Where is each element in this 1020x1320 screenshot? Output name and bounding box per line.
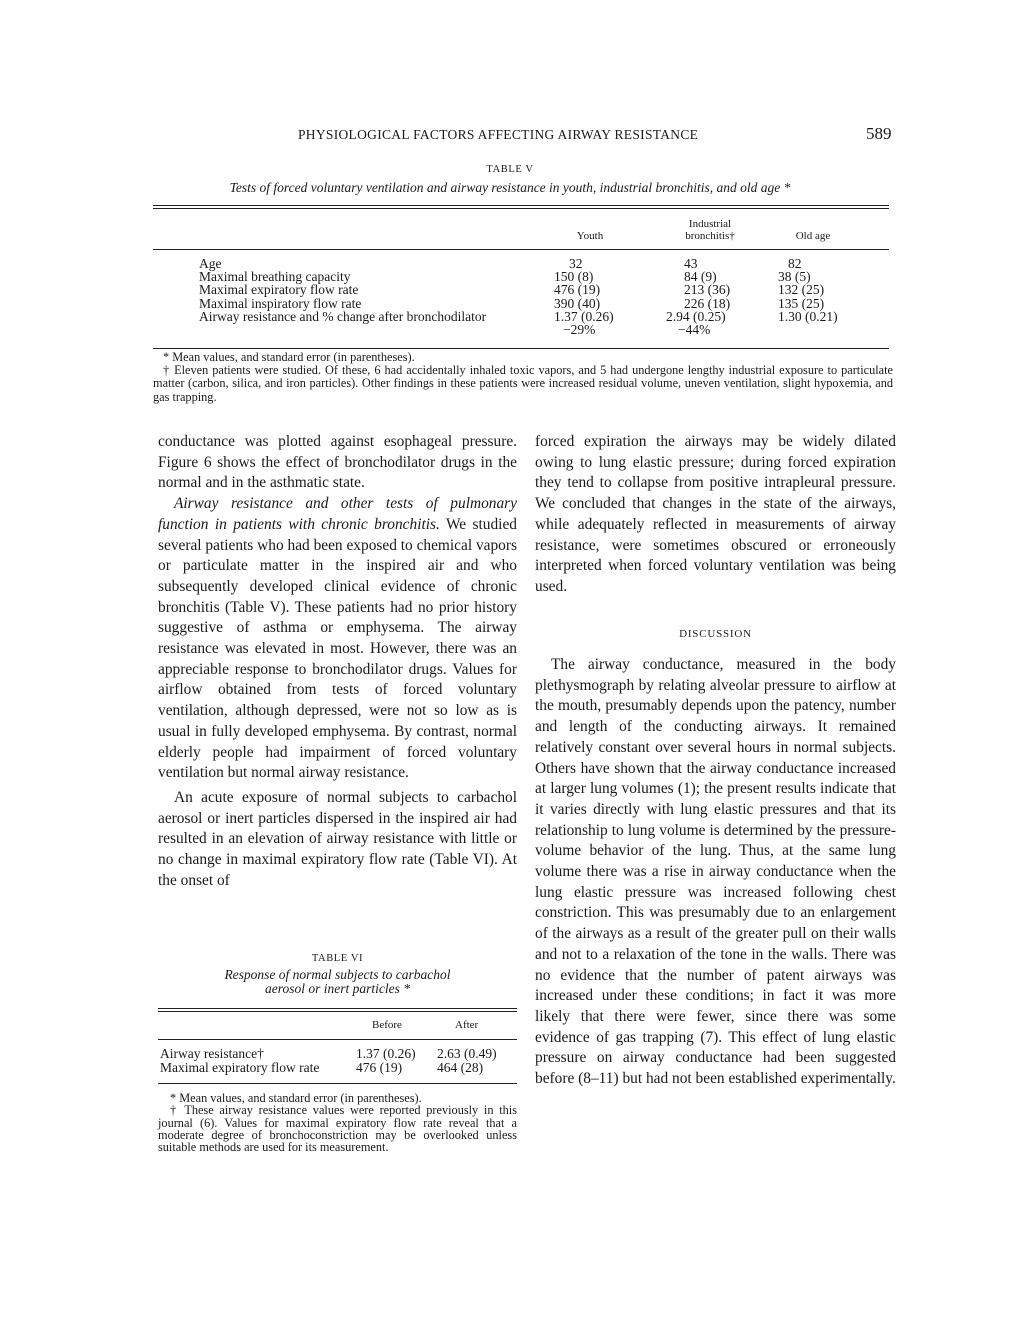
table5-cell: 82: [788, 256, 802, 271]
table5-cell: −44%: [678, 322, 711, 338]
table6-caption-line1: Response of normal subjects to carbachol: [224, 967, 451, 982]
paragraph-text: We studied several patients who had been exposed to chemical vapors or particulate matter in the inspired air and who subsequently developed clinical evidence of chronic bronchitis (Table V). These patients had no prior history suggestive of asthma or emphysema. The airway resistance was elevated in most. However, there was an appreciable response to bronchodilator drugs. Values for airflow obtained from tests of forced voluntary ventilation, although depressed, were not so low as is usual in fully developed emphysema. By contrast, normal elderly people had impairment of forced voluntary ventilation but normal airway resistance.: [158, 515, 517, 782]
table5-col-old-age: Old age: [795, 230, 831, 242]
table5-top-rule: [153, 205, 889, 206]
table5-cell: −29%: [563, 322, 596, 338]
table5-cell: 390 (40): [554, 295, 601, 311]
table5-cell: 1.37 (0.26): [554, 308, 614, 324]
table5-cell: 476 (19): [554, 282, 601, 298]
table5-caption: Tests of forced voluntary ventilation and airway resistance in youth, industrial bronchitis, and old age *: [229, 180, 791, 195]
table5-row-label: Maximal expiratory flow rate: [199, 282, 359, 298]
paragraph: conductance was plotted against esophageal pressure. Figure 6 shows the effect of bronchodilator drugs in the normal and in the asthmatic state.: [158, 433, 517, 492]
paragraph: [158, 494, 517, 784]
table6-label: TABLE VI: [311, 953, 364, 964]
table6-after-values: [437, 1047, 497, 1075]
table5-cell: 213 (36): [684, 282, 731, 298]
running-head: PHYSIOLOGICAL FACTORS AFFECTING AIRWAY RESISTANCE: [298, 127, 699, 142]
table6-row-labels: [160, 1047, 319, 1075]
paragraph: An acute exposure of normal subjects to carbachol aerosol or inert particles dispersed in the inspired air had resulted in an elevation of airway resistance with little or no change in maximal expiratory flow rate (Table VI). At the onset of: [158, 788, 517, 889]
table5-cell: 43: [684, 256, 698, 271]
table6-top-rule-2: [158, 1011, 517, 1012]
table5-footnote: † Eleven patients were studied. Of these, 6 had accidentally inhaled toxic vapors, and 5 had undergone lengthy industrial exposure to particulate matter (carbon, silica, and iron particles). Other findings in these patients were increased residual volume, uneven ventilation, slight hypoxemia, and gas trapping.: [153, 363, 893, 404]
table5-footnote: * Mean values, and standard error (in parentheses).: [163, 350, 415, 364]
right-column-top: [535, 432, 896, 598]
table5-col-industrial-line1: Industrial: [688, 218, 732, 230]
table6-header-rule: [158, 1039, 517, 1040]
table6-cell: 1.37 (0.26): [356, 1046, 416, 1061]
table5-col-industrial: [665, 218, 755, 242]
table5-cell: 135 (25): [778, 295, 825, 311]
table6-top-rule: [158, 1008, 517, 1009]
table5-row-labels: [199, 257, 486, 323]
table5-row-label: Maximal inspiratory flow rate: [199, 295, 362, 311]
table6-bottom-rule: [158, 1083, 517, 1084]
table6-cell: 476 (19): [356, 1060, 403, 1075]
table5-cell: 2.94 (0.25): [666, 308, 726, 324]
table5-row-label: Age: [199, 256, 222, 271]
table5-bottom-rule: [153, 348, 889, 349]
table5-industrial-values: [666, 257, 730, 336]
table6-col-after: After: [455, 1019, 479, 1031]
paragraph: forced expiration the airways may be widely dilated owing to lung elastic pressure; during forced expiration they tend to collapse from positive intrapleural pressure. We concluded that changes in the state of the airways, while adequately reflected in measurements of airway resistance, were sometimes obscured or erroneously interpreted when forced voluntary ventilation was being used.: [535, 433, 896, 595]
section-heading: Airway resistance and other tests of pulmonary function in patients with chronic bronchitis.: [158, 495, 517, 533]
table5-cell: 38 (5): [778, 269, 811, 285]
page-number: 589: [866, 124, 892, 143]
table6-before-values: [356, 1047, 416, 1075]
table6-footnotes: [158, 1092, 517, 1153]
table5-old-age-values: [778, 257, 838, 323]
table5-cell: 132 (25): [778, 282, 825, 298]
table6-caption-line2: aerosol or inert particles *: [265, 981, 410, 996]
table6-row-label: Airway resistance†: [160, 1046, 264, 1061]
table6-col-before: Before: [372, 1019, 402, 1031]
table5-row-label: Maximal breathing capacity: [199, 269, 351, 285]
table5-label: TABLE V: [486, 164, 534, 175]
table5-footnotes: [153, 351, 893, 404]
table6-cell: 464 (28): [437, 1060, 484, 1075]
table6-footnote: * Mean values, and standard error (in parentheses).: [170, 1091, 422, 1105]
table5-row-label: Airway resistance and % change after bronchodilator: [199, 308, 487, 324]
table5-cell: 150 (8): [554, 269, 594, 285]
left-column: [158, 432, 517, 891]
table5-top-rule-2: [153, 208, 889, 209]
table5-youth-values: [554, 257, 614, 336]
table5-header-rule: [153, 249, 889, 250]
table5-cell: 84 (9): [684, 269, 717, 285]
right-column-discussion: [535, 655, 896, 1090]
table6-caption: [158, 968, 517, 996]
table6-cell: 2.63 (0.49): [437, 1046, 497, 1061]
table5-cell: 226 (18): [684, 295, 731, 311]
paragraph: The airway conductance, measured in the body plethysmograph by relating alveolar pressure to airflow at the mouth, presumably depends upon the patency, number and length of the conducting airways. It remained relatively constant over several hours in normal subjects. Others have shown that the airway conductance increased at larger lung volumes (1); the present results indicate that it varies directly with lung elastic pressures and that its relationship to lung volume is determined by the pressure-volume behavior of the lung. Thus, at the same lung volume there was a rise in airway conductance when the lung elastic pressure was increased following chest constriction. This was presumably due to an enlargement of the airways as a result of the greater pull on their walls and not to a relaxation of the tone in the walls. There was no evidence that the number of patent airways was increased under these conditions; in fact it was more likely that there were fewer, since there was some evidence of gas trapping (7). This effect of lung elastic pressure on airway conductance had been suggested before (8–11) but had not been established experimentally.: [535, 656, 896, 1088]
table6-footnote: † These airway resistance values were reported previously in this journal (6). Values for maximal expiratory flow rate reveal that a moderate degree of bronchoconstriction may be overlooked unless suitable methods are used for its measurement.: [158, 1103, 517, 1155]
table5-cell: 1.30 (0.21): [778, 308, 838, 324]
discussion-heading: DISCUSSION: [679, 628, 752, 640]
table5-col-youth: Youth: [576, 230, 604, 242]
table6-row-label: Maximal expiratory flow rate: [160, 1060, 320, 1075]
table5-col-industrial-line2: bronchitis†: [685, 230, 735, 242]
table5-cell: 32: [569, 256, 583, 271]
